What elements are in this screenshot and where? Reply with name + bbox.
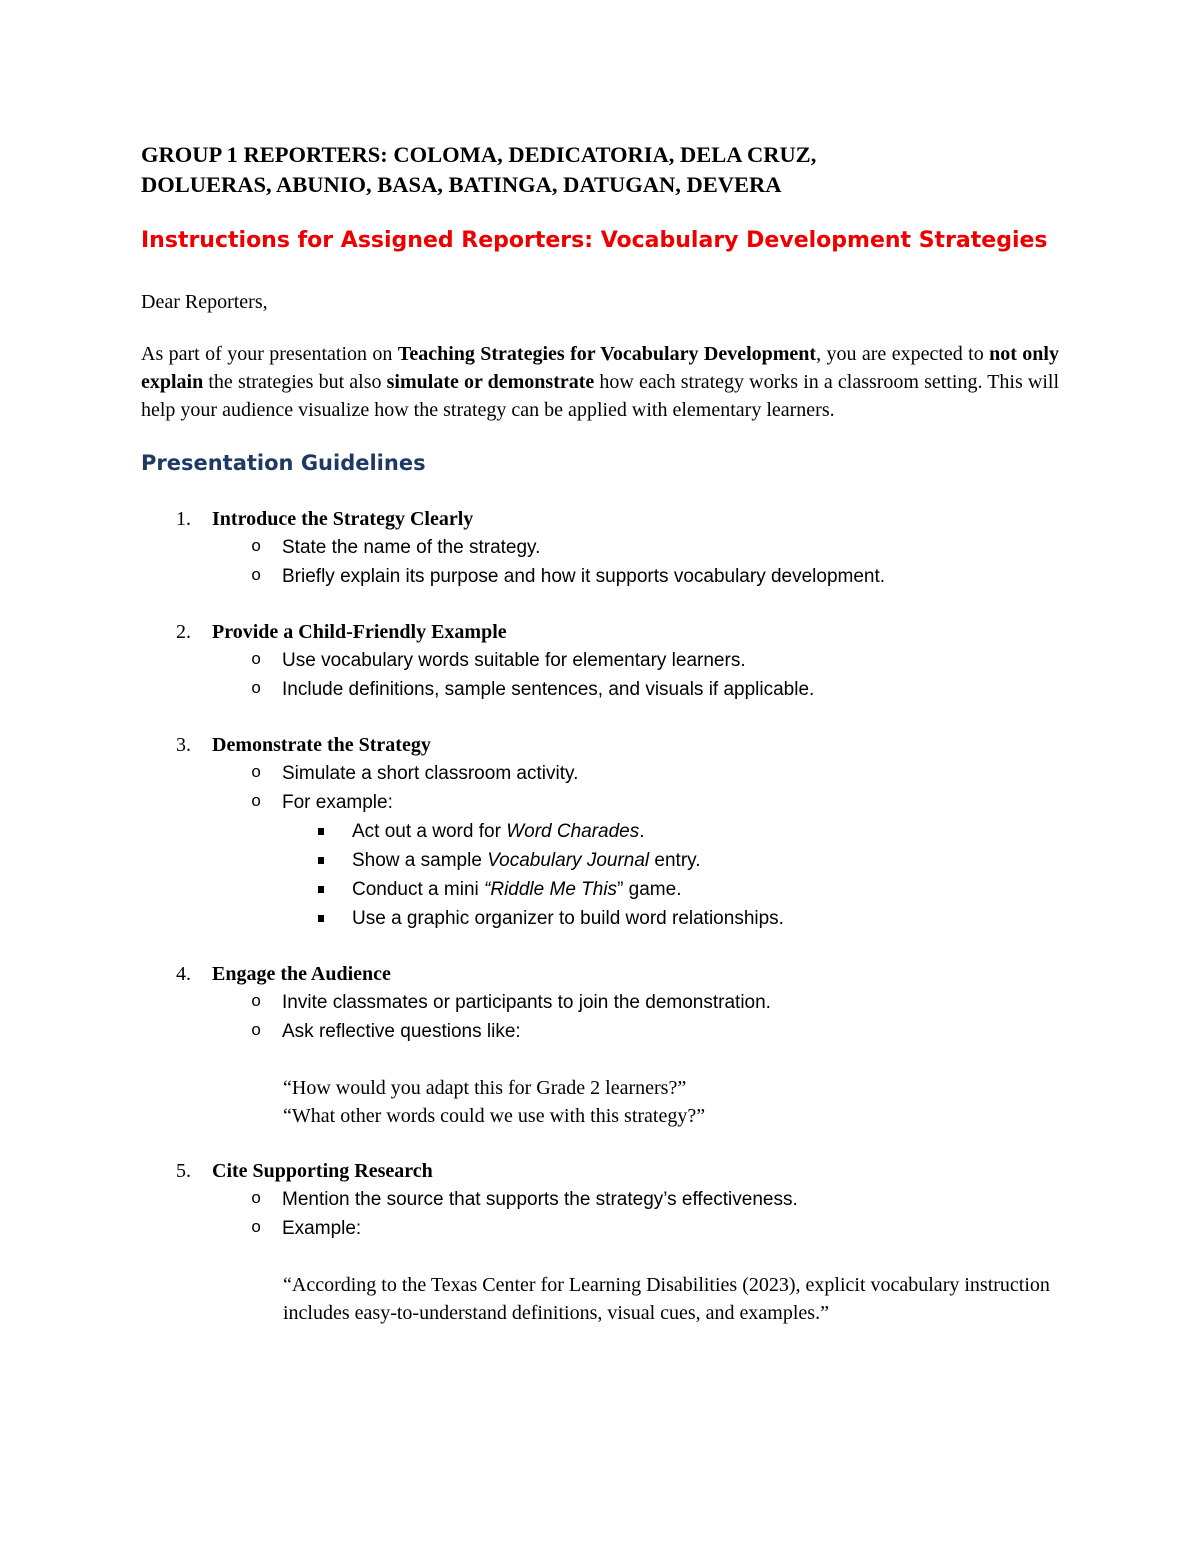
example-text-plain: ” game. bbox=[617, 879, 682, 900]
list-item-text: Briefly explain its purpose and how it supports vocabulary development. bbox=[282, 566, 886, 587]
research-quote: “According to the Texas Center for Learning Disabilities (2023), explicit vocabulary instruction includes easy-to-understand definitions, visual cues, and examples.” bbox=[283, 1274, 1050, 1324]
example-item bbox=[282, 846, 1059, 875]
document-title: Instructions for Assigned Reporters: Vocabulary Development Strategies bbox=[141, 228, 1048, 253]
list-item bbox=[212, 1214, 1059, 1243]
example-text bbox=[352, 850, 701, 871]
example-item bbox=[282, 817, 1059, 846]
list-item-text: Invite classmates or participants to join the demonstration. bbox=[282, 992, 771, 1013]
list-item bbox=[212, 646, 1059, 675]
step-number: 5. bbox=[176, 1160, 191, 1182]
circle-bullet-icon: o bbox=[251, 651, 262, 670]
example-item bbox=[282, 875, 1059, 904]
example-text bbox=[352, 879, 681, 900]
list-item-text: Mention the source that supports the strategy’s effectiveness. bbox=[282, 1189, 798, 1210]
list-item bbox=[212, 788, 1059, 933]
header-line-2: DOLUERAS, ABUNIO, BASA, BATINGA, DATUGAN, DEVERA bbox=[141, 172, 782, 197]
square-bullet-icon bbox=[318, 857, 324, 864]
list-item-text: Example: bbox=[282, 1218, 362, 1239]
step-items bbox=[212, 646, 1059, 704]
step-title: Cite Supporting Research bbox=[212, 1160, 433, 1182]
guideline-step bbox=[141, 618, 1059, 704]
circle-bullet-icon: o bbox=[251, 764, 262, 783]
circle-bullet-icon: o bbox=[251, 1190, 262, 1209]
example-text-plain: . bbox=[639, 821, 645, 842]
circle-bullet-icon: o bbox=[251, 1219, 262, 1238]
list-item bbox=[212, 759, 1059, 788]
quote-line: “How would you adapt this for Grade 2 learners?” bbox=[283, 1077, 687, 1099]
header-line-1: GROUP 1 REPORTERS: COLOMA, DEDICATORIA, DELA CRUZ, bbox=[141, 142, 817, 167]
list-item bbox=[212, 533, 1059, 562]
square-bullet-icon bbox=[318, 886, 324, 893]
list-item bbox=[212, 675, 1059, 704]
step-title: Engage the Audience bbox=[212, 963, 391, 985]
document-page bbox=[141, 140, 1059, 1354]
guideline-step bbox=[141, 960, 1059, 1130]
step-items bbox=[212, 988, 1059, 1046]
circle-bullet-icon: o bbox=[251, 538, 262, 557]
list-item-text: Ask reflective questions like: bbox=[282, 1021, 521, 1042]
step-title: Provide a Child-Friendly Example bbox=[212, 621, 507, 643]
example-item bbox=[282, 904, 1059, 933]
list-item bbox=[212, 1017, 1059, 1046]
example-text-plain: Act out a word for bbox=[352, 821, 507, 842]
example-text-plain: entry. bbox=[649, 850, 701, 871]
step-number: 2. bbox=[176, 621, 191, 643]
guideline-step bbox=[141, 731, 1059, 933]
intro-text-1: As part of your presentation on bbox=[141, 343, 398, 365]
reflective-questions bbox=[283, 1074, 1063, 1130]
guideline-step bbox=[141, 505, 1059, 591]
list-item bbox=[212, 1185, 1059, 1214]
circle-bullet-icon: o bbox=[251, 993, 262, 1012]
list-item bbox=[212, 988, 1059, 1017]
guidelines-list bbox=[141, 505, 1059, 1327]
step-items bbox=[212, 759, 1059, 933]
list-item bbox=[212, 562, 1059, 591]
example-text-plain: Conduct a mini bbox=[352, 879, 485, 900]
step-items bbox=[212, 1185, 1059, 1243]
step-title: Demonstrate the Strategy bbox=[212, 734, 431, 756]
example-text-italic: Vocabulary Journal bbox=[487, 850, 650, 871]
quote-line: “What other words could we use with this strategy?” bbox=[283, 1105, 706, 1127]
example-text bbox=[352, 908, 784, 929]
intro-bold-3: simulate or demonstrate bbox=[386, 371, 595, 393]
list-item-text: For example: bbox=[282, 792, 393, 813]
example-text-italic: Word Charades bbox=[506, 821, 640, 842]
intro-text-3: the strategies but also bbox=[203, 371, 387, 393]
section-title: Presentation Guidelines bbox=[141, 451, 426, 475]
example-list bbox=[282, 817, 1059, 933]
example-text bbox=[352, 821, 645, 842]
intro-bold-1: Teaching Strategies for Vocabulary Development bbox=[397, 343, 817, 365]
intro-paragraph bbox=[141, 340, 1059, 424]
circle-bullet-icon: o bbox=[251, 680, 262, 699]
intro-text-4: how each strategy works in a classroom setting. This will help your audience visualize how the strategy can be applied with elementary learners. bbox=[141, 371, 1060, 421]
guideline-step bbox=[141, 1157, 1059, 1327]
step-number: 4. bbox=[176, 963, 191, 985]
list-item-text: Include definitions, sample sentences, and visuals if applicable. bbox=[282, 679, 815, 700]
list-item-text: Use vocabulary words suitable for elementary learners. bbox=[282, 650, 746, 671]
circle-bullet-icon: o bbox=[251, 1022, 262, 1041]
square-bullet-icon bbox=[318, 828, 324, 835]
intro-bold-2: not only explain bbox=[141, 343, 1059, 393]
list-item-text: State the name of the strategy. bbox=[282, 537, 541, 558]
step-number: 1. bbox=[176, 508, 191, 530]
step-number: 3. bbox=[176, 734, 191, 756]
circle-bullet-icon: o bbox=[251, 567, 262, 586]
greeting: Dear Reporters, bbox=[141, 291, 268, 313]
list-item-text: Simulate a short classroom activity. bbox=[282, 763, 579, 784]
example-text-italic: “Riddle Me This bbox=[484, 879, 618, 900]
example-text-plain: Show a sample bbox=[352, 850, 488, 871]
intro-text-2: , you are expected to bbox=[816, 343, 990, 365]
square-bullet-icon bbox=[318, 915, 324, 922]
step-items bbox=[212, 533, 1059, 591]
step-title: Introduce the Strategy Clearly bbox=[212, 508, 474, 530]
circle-bullet-icon: o bbox=[251, 793, 262, 812]
example-text-plain: Use a graphic organizer to build word relationships. bbox=[352, 908, 784, 929]
